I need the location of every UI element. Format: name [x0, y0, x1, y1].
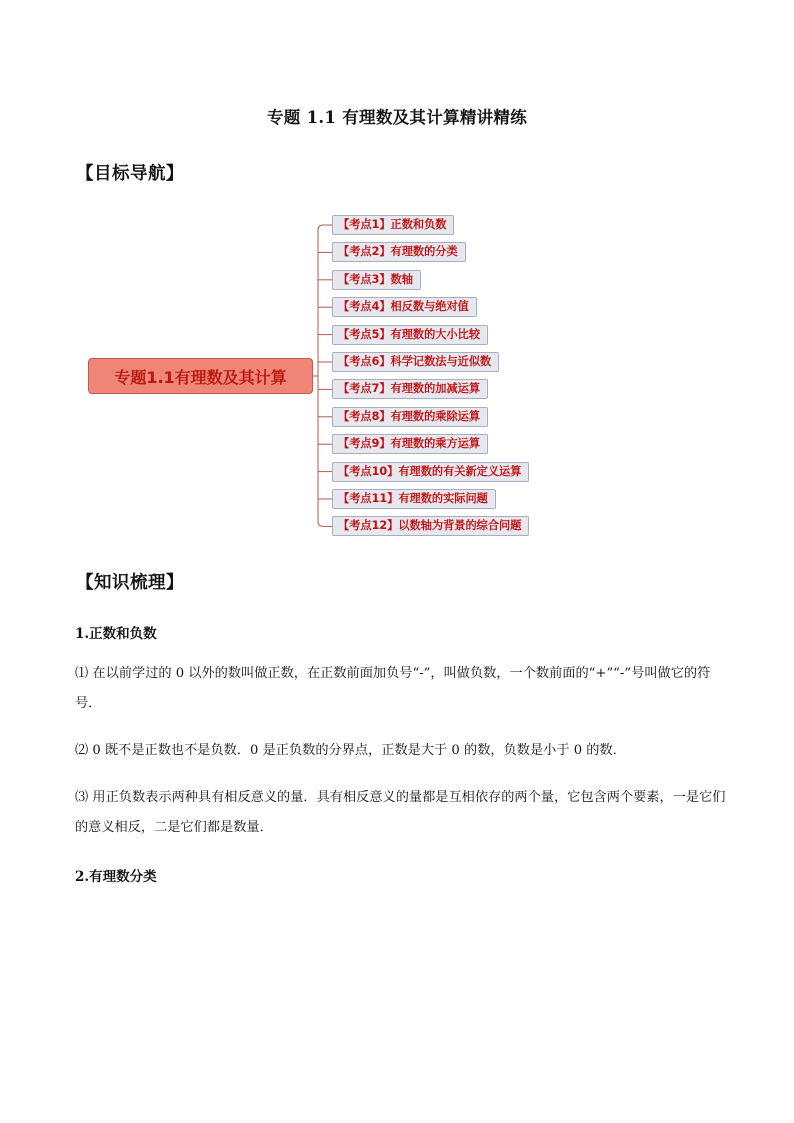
- mind-map-node: 【考点2】有理数的分类: [332, 242, 466, 262]
- paragraph-3: ⑶ 用正负数表示两种具有相反意义的量．具有相反意义的量都是互相依存的两个量，它包含两个要素，一是它们的意义相反，二是它们都是数量．: [75, 790, 726, 835]
- section-knowledge-review: 【知识梳理】: [76, 573, 184, 593]
- mind-map-node: 【考点5】有理数的大小比较: [332, 325, 488, 345]
- mind-map-node: 【考点1】正数和负数: [332, 215, 454, 235]
- mind-map-node: 【考点12】以数轴为背景的综合问题: [332, 516, 529, 536]
- mind-map-node: 【考点8】有理数的乘除运算: [332, 407, 488, 427]
- mind-map-node: 【考点3】数轴: [332, 270, 421, 290]
- heading-rational-classification: 2.有理数分类: [75, 869, 157, 885]
- page-title: 专题 1.1 有理数及其计算精讲精练: [266, 108, 528, 127]
- mind-map-root: 专题1.1有理数及其计算: [88, 358, 313, 394]
- paragraph-2: ⑵ 0 既不是正数也不是负数．0 是正负数的分界点，正数是大于 0 的数，负数是小于 0 的数．: [75, 743, 626, 758]
- mind-map-node: 【考点4】相反数与绝对值: [332, 297, 477, 317]
- mind-map-node: 【考点11】有理数的实际问题: [332, 489, 496, 509]
- heading-positive-negative: 1.正数和负数: [75, 626, 157, 642]
- mind-map-node: 【考点9】有理数的乘方运算: [332, 434, 488, 454]
- section-target-navigation: 【目标导航】: [76, 164, 184, 184]
- mind-map-node: 【考点10】有理数的有关新定义运算: [332, 462, 529, 482]
- mind-map-node: 【考点6】科学记数法与近似数: [332, 352, 499, 372]
- mind-map-node: 【考点7】有理数的加减运算: [332, 379, 488, 399]
- connector-trunk: [318, 225, 332, 526]
- paragraph-1: ⑴ 在以前学过的 0 以外的数叫做正数，在正数前面加负号“-”，叫做负数，一个数前面的“+”“-”号叫做它的符号．: [75, 666, 711, 711]
- mind-map: [0, 0, 794, 560]
